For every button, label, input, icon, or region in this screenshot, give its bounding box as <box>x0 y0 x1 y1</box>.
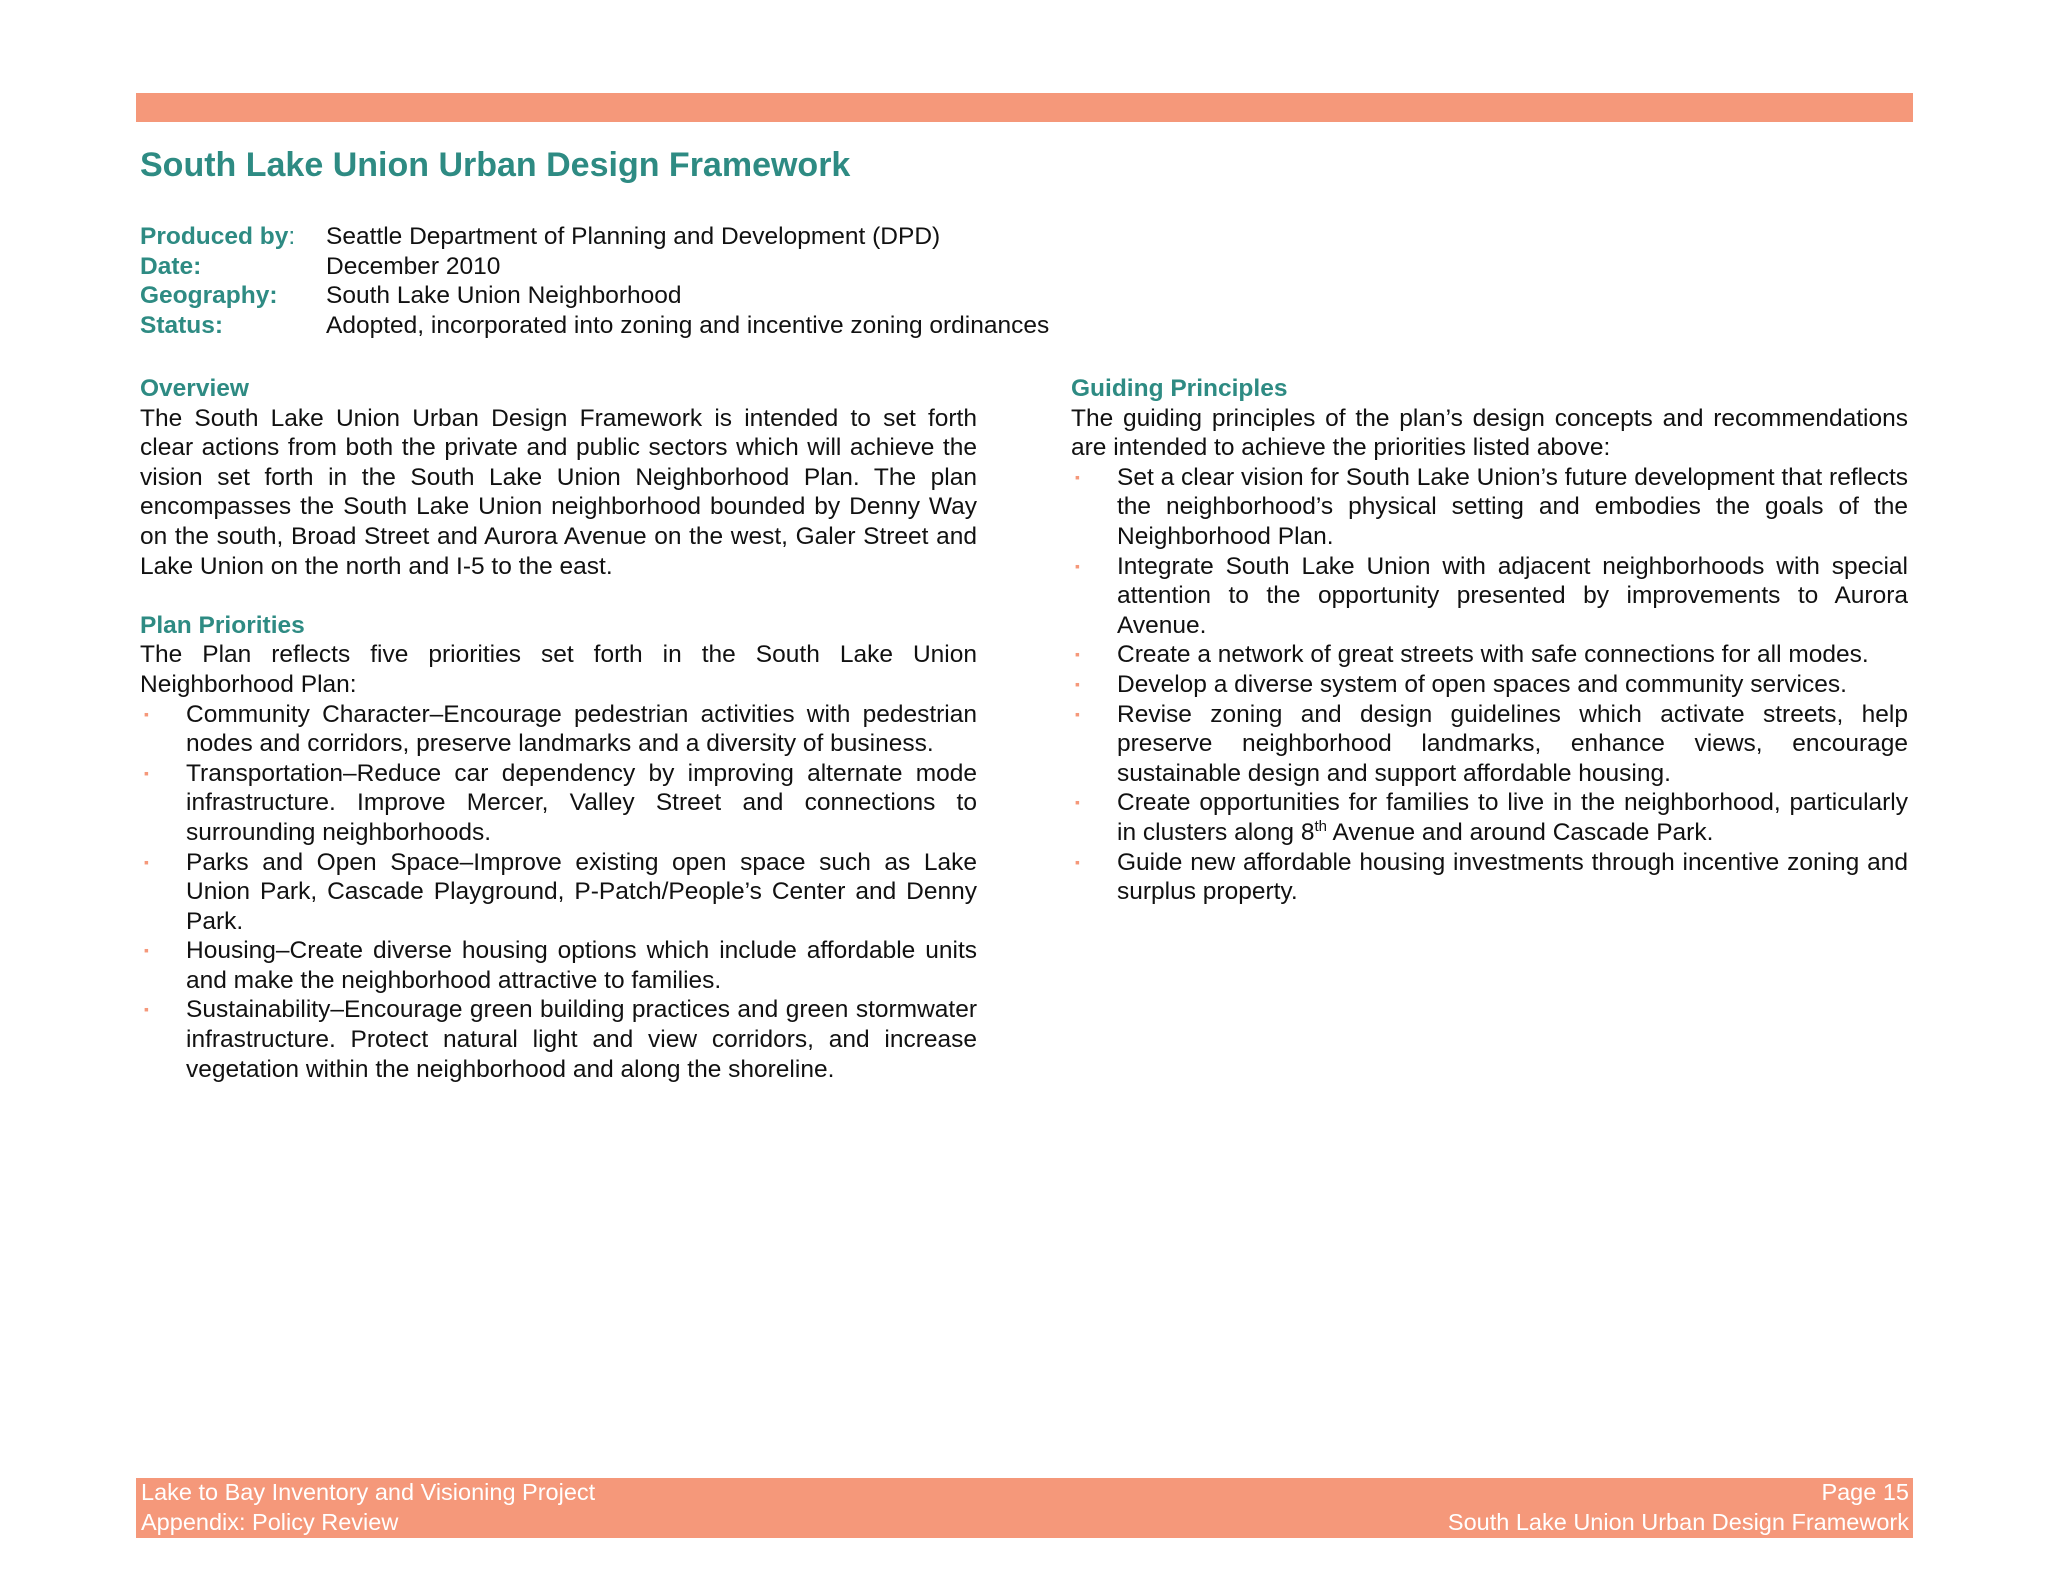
bullet-icon: ▪ <box>144 764 149 781</box>
list-item <box>1071 788 1908 847</box>
bullet-icon: ▪ <box>1075 853 1080 870</box>
footer-appendix: Appendix: Policy Review <box>141 1508 399 1535</box>
list-item-text: Community Character–Encourage pedestrian activities with pedestrian nodes and corridors, preserve landmarks and a diversity of business. <box>186 700 977 758</box>
bullet-icon: ▪ <box>1075 705 1080 722</box>
list-item-text: Set a clear vision for South Lake Union’s future development that reflects the neighborhood’s physical setting and embodies the goals of the Neighborhood Plan. <box>1117 463 1908 550</box>
footer-left <box>141 1478 595 1537</box>
guiding-principles-list <box>1071 463 1908 907</box>
bullet-icon: ▪ <box>144 1001 149 1018</box>
list-item-text: Create a network of great streets with safe connections for all modes. <box>1117 641 1869 669</box>
list-item <box>1071 700 1908 789</box>
section-spacer <box>140 581 977 611</box>
page-footer <box>136 1478 1913 1538</box>
meta-row-date <box>140 252 1049 282</box>
list-item-text: Sustainability–Encourage green building practices and green stormwater infrastructure. Protect natural light and view corridors, and increase vegetation within the neighborhood and along the shoreline. <box>186 996 977 1083</box>
guiding-principles-intro: The guiding principles of the plan’s design concepts and recommendations are intended to achieve the priorities listed above: <box>1071 404 1908 462</box>
meta-value-produced-by: Seattle Department of Planning and Development (DPD) <box>326 223 941 250</box>
list-item-text: Transportation–Reduce car dependency by improving alternate mode infrastructure. Improve Mercer, Valley Street and connections to surrounding neighborhoods. <box>186 759 977 846</box>
bullet-icon: ▪ <box>1075 794 1080 811</box>
page-title: South Lake Union Urban Design Framework <box>140 146 851 184</box>
bullet-icon: ▪ <box>144 942 149 959</box>
list-item <box>1071 640 1908 670</box>
meta-label-date: Date: <box>140 252 202 280</box>
left-column <box>140 374 977 1084</box>
meta-label-produced-by: Produced by: <box>140 223 296 250</box>
overview-text: The South Lake Union Urban Design Framework is intended to set forth clear actions from both the private and public sectors which will achieve the vision set forth in the South Lake Union Neighborhood Plan. The plan encompasses the South Lake Union neighborhood bounded by Denny Way on the south, Broad Street and Aurora Avenue on the west, Galer Street and Lake Union on the north and I-5 to the east. <box>140 404 977 580</box>
right-column <box>1071 374 1908 907</box>
list-item-text: Develop a diverse system of open spaces and community services. <box>1117 670 1847 698</box>
list-item <box>140 995 977 1084</box>
bullet-icon: ▪ <box>144 853 149 870</box>
plan-priorities-heading: Plan Priorities <box>140 611 305 639</box>
page-number: Page 15 <box>1821 1479 1909 1505</box>
guiding-principles-heading: Guiding Principles <box>1071 375 1288 402</box>
list-item-text: Integrate South Lake Union with adjacent neighborhoods with special attention to the opportunity presented by improvements to Aurora Avenue. <box>1117 552 1908 639</box>
meta-value-date: December 2010 <box>326 252 501 280</box>
list-item-text: Create opportunities for families to live in the neighborhood, particularly in clusters along 8th Avenue and around Cascade Park. <box>1117 789 1908 846</box>
plan-priorities-intro: The Plan reflects five priorities set forth in the South Lake Union Neighborhood Plan: <box>140 641 977 698</box>
list-item-text: Guide new affordable housing investments through incentive zoning and surplus property. <box>1117 848 1908 906</box>
plan-priorities-list <box>140 700 977 1085</box>
bullet-icon: ▪ <box>144 705 149 722</box>
bullet-icon: ▪ <box>1075 468 1080 485</box>
header-accent-bar <box>136 93 1913 122</box>
list-item <box>1071 848 1908 907</box>
bullet-icon: ▪ <box>1075 646 1080 663</box>
meta-row-status <box>140 311 1049 341</box>
bullet-icon: ▪ <box>1075 557 1080 574</box>
meta-row-geography <box>140 281 1049 311</box>
list-item <box>1071 552 1908 641</box>
list-item <box>140 700 977 759</box>
list-item <box>140 848 977 937</box>
document-metadata <box>140 222 1049 340</box>
list-item-text: Revise zoning and design guidelines which activate streets, help preserve neighborhood landmarks, enhance views, encourage sustainable design and support affordable housing. <box>1117 700 1908 787</box>
meta-label-status: Status: <box>140 311 224 339</box>
list-item <box>1071 670 1908 700</box>
list-item-text: Housing–Create diverse housing options which include affordable units and make the neighborhood attractive to families. <box>186 937 977 994</box>
meta-value-geography: South Lake Union Neighborhood <box>326 282 682 310</box>
footer-section-title: South Lake Union Urban Design Framework <box>1447 1508 1909 1535</box>
list-item-text: Parks and Open Space–Improve existing open space such as Lake Union Park, Cascade Playground, P-Patch/People’s Center and Denny Park. <box>186 848 977 935</box>
footer-right <box>1448 1478 1909 1537</box>
meta-row-produced-by <box>140 222 1049 252</box>
meta-label-geography: Geography: <box>140 282 278 310</box>
list-item <box>140 759 977 848</box>
list-item <box>140 936 977 995</box>
list-item <box>1071 463 1908 552</box>
meta-value-status: Adopted, incorporated into zoning and incentive zoning ordinances <box>326 311 1050 339</box>
footer-project-title: Lake to Bay Inventory and Visioning Project <box>141 1479 596 1505</box>
overview-heading: Overview <box>140 375 249 402</box>
bullet-icon: ▪ <box>1075 675 1080 692</box>
